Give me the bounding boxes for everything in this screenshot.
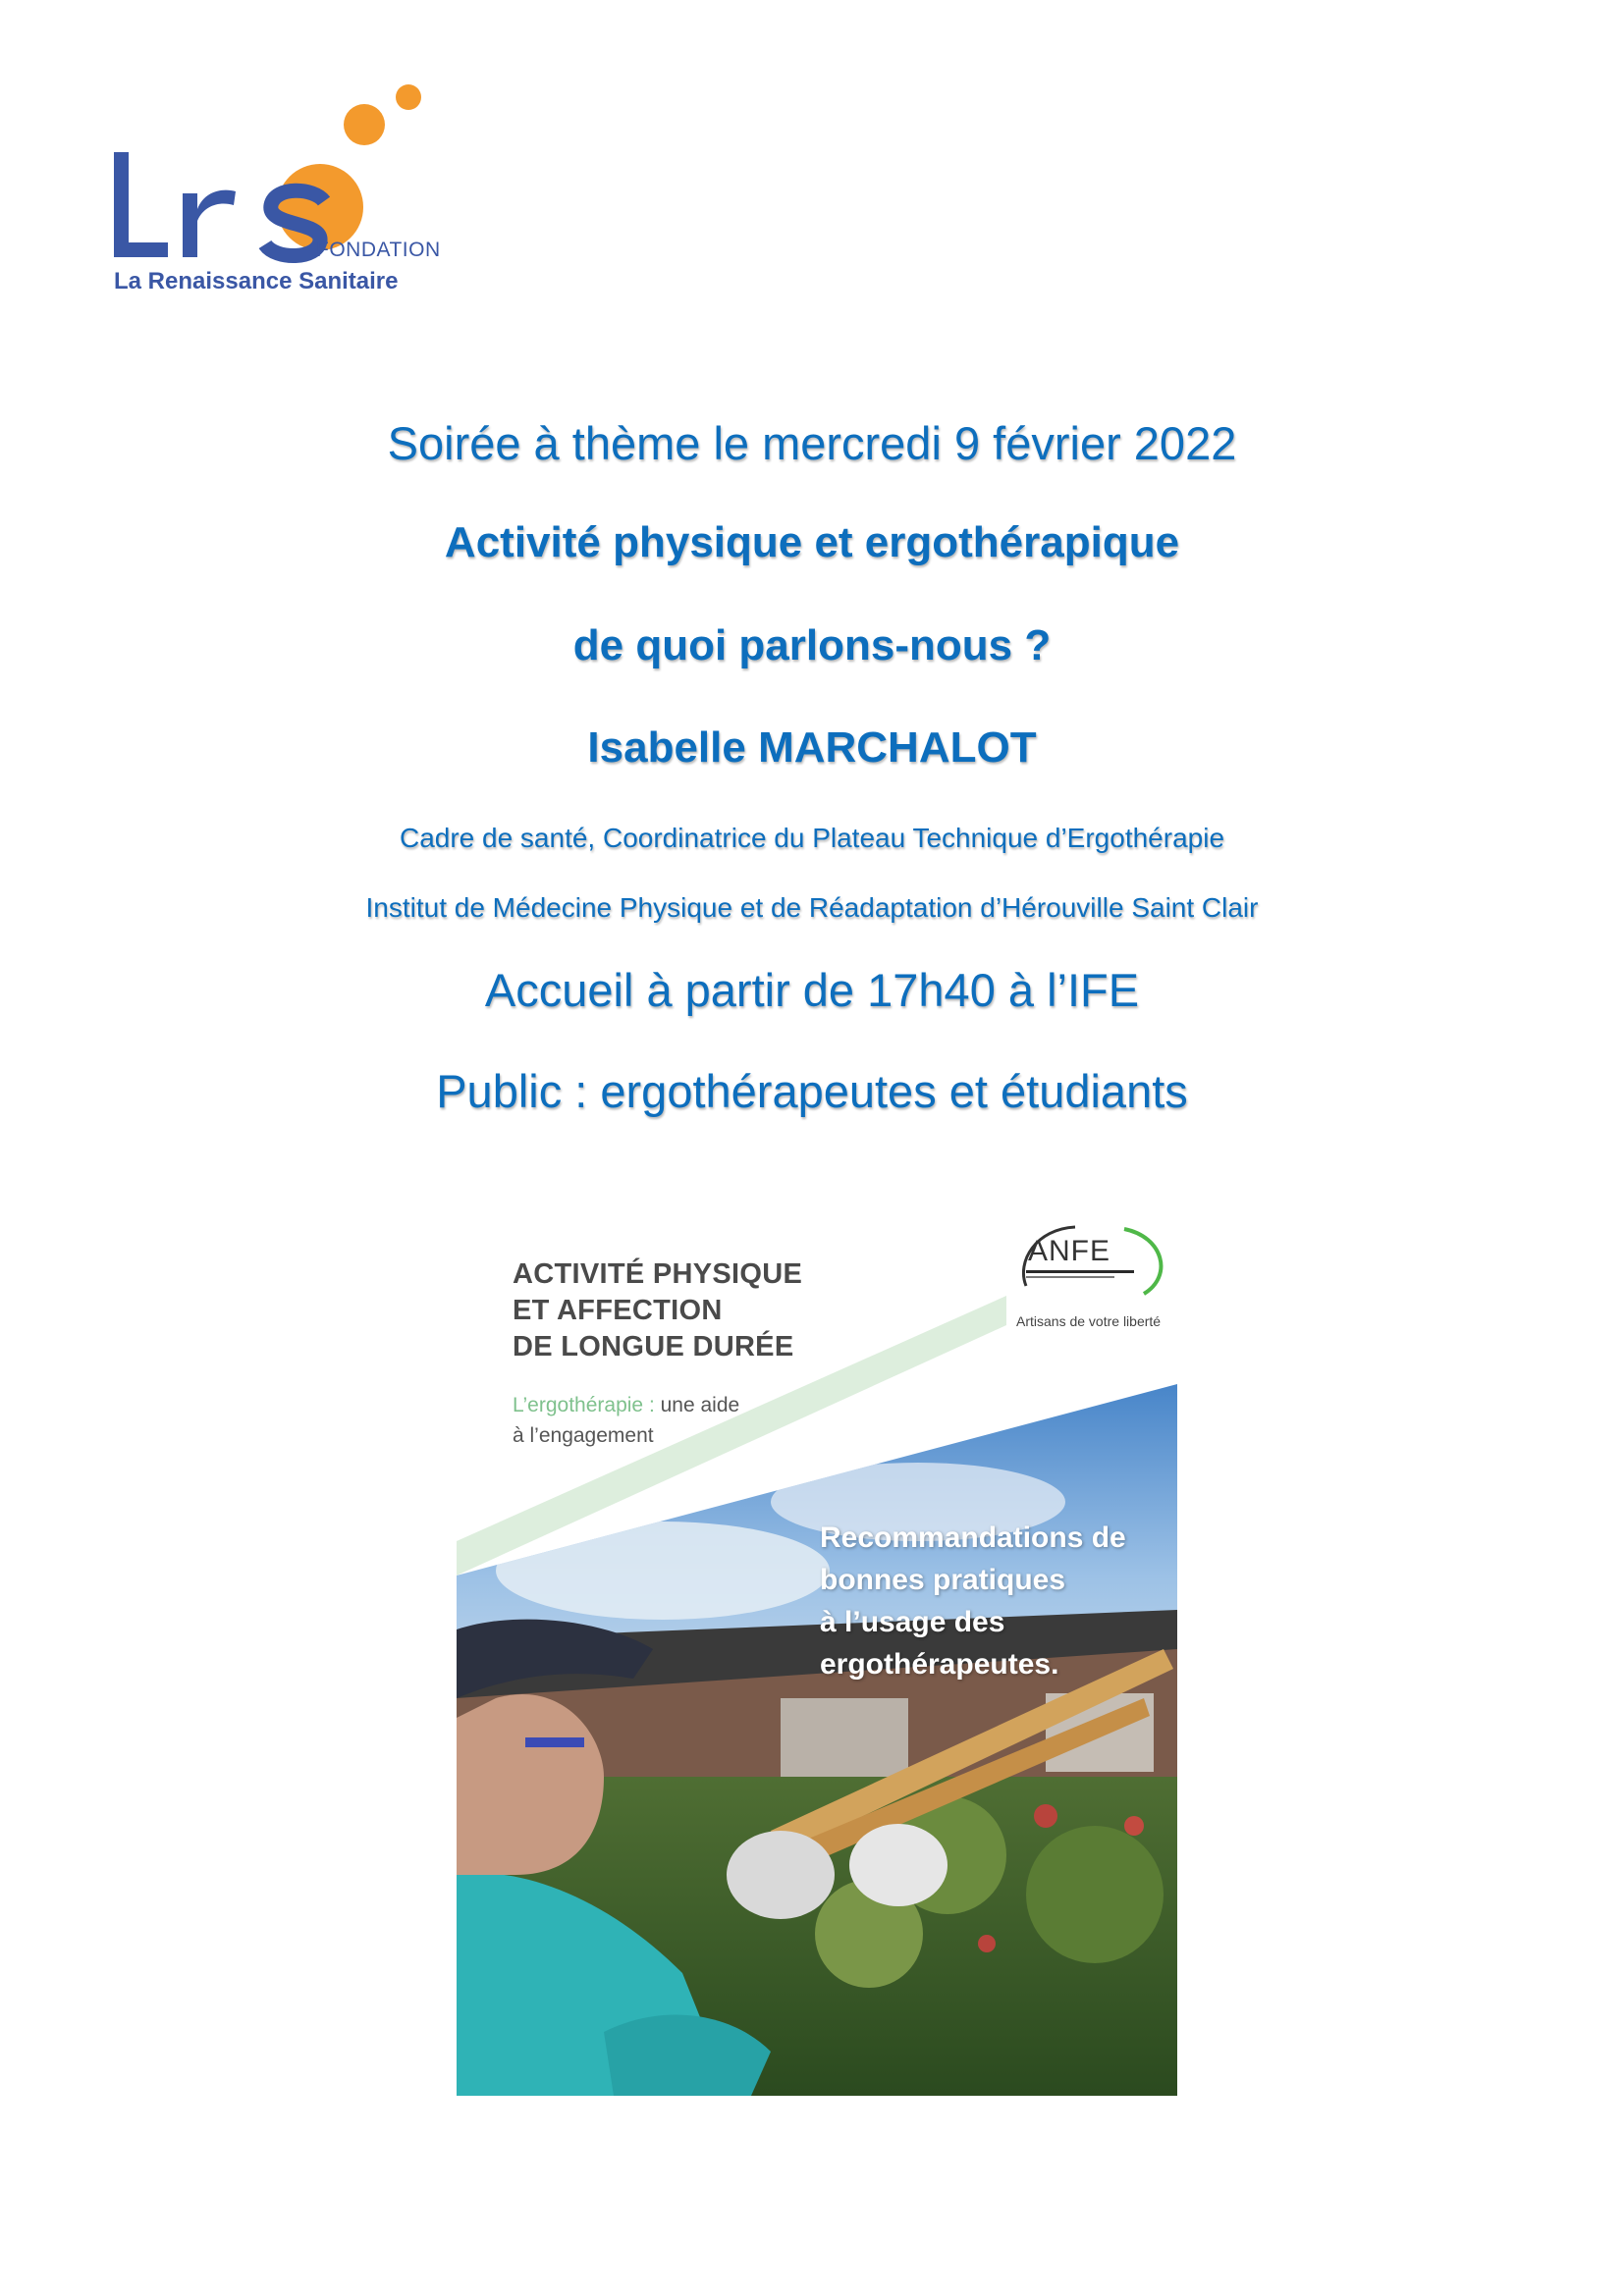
event-date-line: Soirée à thème le mercredi 9 février 2022 (387, 417, 1237, 469)
cover-recommendations-text (820, 1517, 1126, 1685)
cover-reco-line-2: bonnes pratiques (820, 1564, 1066, 1596)
anfe-logo-name: ANFE (1028, 1235, 1111, 1267)
cover-reco-line-4: ergothérapeutes. (820, 1648, 1059, 1681)
cover-title-line-2: ET AFFECTION (513, 1295, 723, 1326)
audience-line: Public : ergothérapeutes et étudiants (436, 1065, 1188, 1117)
speaker-name: Isabelle MARCHALOT (587, 723, 1037, 772)
brochure-cover-image (457, 1188, 1177, 2096)
cover-title (513, 1256, 802, 1365)
cover-subtitle-accent: L’ergothérapie : (513, 1394, 655, 1416)
cover-subtitle-rest: une aide (654, 1394, 740, 1416)
anfe-logo (1006, 1217, 1173, 1329)
logo-organization-name: La Renaissance Sanitaire (114, 268, 399, 294)
speaker-role-line-2: Institut de Médecine Physique et de Réadaptation d’Hérouville Saint Clair (365, 892, 1259, 923)
cover-reco-line-3: à l’usage des (820, 1606, 1005, 1638)
cover-title-line-3: DE LONGUE DURÉE (513, 1331, 794, 1362)
logo-fondation-text: FONDATION (316, 239, 441, 261)
lrs-logo (98, 74, 441, 309)
anfe-tagline: Artisans de votre liberté (1016, 1313, 1162, 1329)
cover-subtitle-line-2: à l’engagement (513, 1424, 654, 1447)
event-title-line-2: de quoi parlons-nous ? (572, 621, 1052, 669)
cover-title-line-1: ACTIVITÉ PHYSIQUE (513, 1258, 803, 1290)
speaker-role-line-1: Cadre de santé, Coordinatrice du Plateau Technique d’Ergothérapie (399, 823, 1225, 853)
event-title-line-1: Activité physique et ergothérapique (444, 518, 1180, 566)
welcome-time-line: Accueil à partir de 17h40 à l’IFE (484, 964, 1140, 1016)
cover-subtitle (513, 1390, 739, 1451)
cover-reco-line-1: Recommandations de (820, 1522, 1126, 1554)
